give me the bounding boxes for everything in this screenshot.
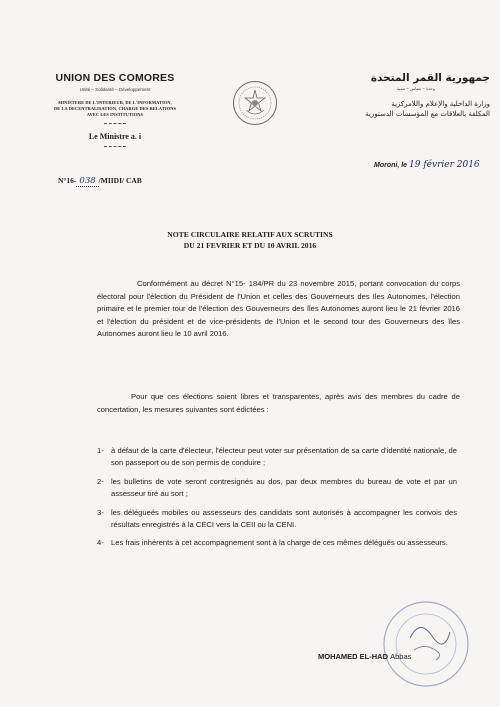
list-item: 4- Les frais inhérents à cet accompagnement sont à la charge de ces mêmes délégués ou assesseurs.	[97, 538, 448, 548]
signatory-name: MOHAMED EL-HAD Abbas	[318, 652, 412, 661]
handwritten-ref: 038	[76, 176, 98, 187]
reference-number: N°16- 038 /MIIDI/ CAB	[58, 176, 142, 186]
header-right	[300, 72, 490, 119]
ministry-name-arabic: وزارة الداخلية والإعلام واللامركزية المكلفة بالعلاقات مع المؤسسات الدستورية	[365, 100, 490, 118]
paragraph-measures-intro: Pour que ces élections soient libres et transparentes, après avis des membres du cadre de concertation, les mesures suivantes sont édictées :	[97, 392, 460, 414]
document-title: NOTE CIRCULAIRE RELATIF AUX SCRUTINS DU 21 FEVRIER ET DU 10 AVRIL 2016	[167, 230, 333, 250]
country-motto-arabic: وحدة – تضامن – تنمية	[396, 86, 435, 91]
national-seal-icon	[232, 80, 278, 126]
country-name: UNION DES COMORES	[55, 72, 175, 84]
country-name-arabic: جمهورية القمر المتحدة	[370, 72, 490, 84]
list-item: 1- à défaut de la carte d'électeur, l'électeur peut voter sur présentation de sa carte d'identité nationale, de son passeport ou de son permis de conduire ;	[97, 446, 457, 468]
minister-title: Le Ministre a. i	[88, 132, 142, 141]
header-left	[40, 72, 190, 147]
list-item: 2- les bulletins de vote seront contresignés au dos, par deux membres du bureau de vote et par un assesseur tiré au sort ;	[97, 476, 457, 499]
divider	[104, 146, 126, 147]
list-item: 3- les délégueés mobiles ou assesseurs des candidats sont autorisés à accompagner les convois des résultats enregistrés à la CECI vers la CEII ou la CENI.	[97, 507, 457, 530]
handwritten-date: 19 février 2016	[409, 160, 480, 170]
official-stamp-icon	[380, 598, 472, 690]
paragraph-decree: Conformément au décret N°15- 184/PR du 23 novembre 2015, portant convocation du corps électoral pour l'élection du Président de l'Union et celles des Gouverneurs des Iles Autonomes, l'élection primaire et le premier tour de l'élection des Gouverneurs des îles Autonomes auront lieu le 21 février 2016 et l'élection du président et de vice-présidents de l'Union et le second tour des Gouverneurs des îles Autonomes auront lieu le 10 avril 2016.	[97, 279, 460, 339]
document-date: Moroni, le 19 février 2016	[374, 160, 480, 170]
country-motto: Unité – Solidarité – Développement	[79, 87, 151, 92]
measures-list	[97, 445, 457, 556]
divider	[104, 123, 126, 124]
ministry-name: MINISTERE DE L'INTERIEUR, DE L'INFORMATION, DE LA DECENTRALISATION, CHARGE DES RELATIONS AVEC LES INSTITUTIONS	[53, 100, 177, 117]
